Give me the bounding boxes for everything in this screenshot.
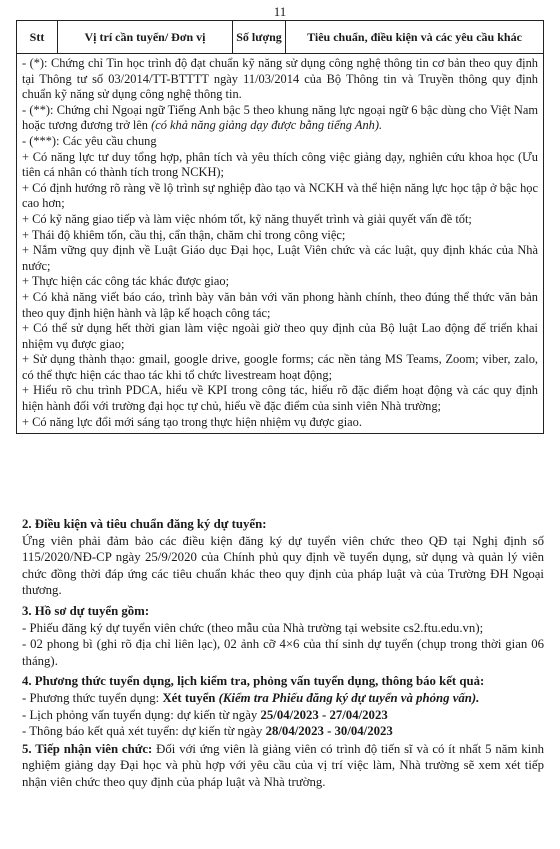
form-text: - Phiếu đăng ký dự tuyển viên chức (theo mẫu của Nhà trường tại website — [22, 620, 404, 635]
requirement-item: + Có định hướng rõ ràng về lộ trình sự nghiệp đào tạo và NCKH và thể hiện năng lực học tập ở bậc học cao hơn; — [22, 180, 538, 211]
section-4-method — [22, 690, 544, 707]
note-it-certificate: - (*): Chứng chỉ Tin học trình độ đạt chuẩn kỹ năng sử dụng công nghệ thông tin cơ bản theo quy định tại Thông tư số 03/2014/TT-BTTTT ngày 11/03/2014 của Bộ Thông tin và Truyền thông quy định chuẩn kỹ năng sử dụng công nghệ thông tin. — [22, 56, 538, 102]
result-label: - Thông báo kết quả xét tuyển: dự kiến từ ngày — [22, 724, 266, 739]
requirement-item: + Có thể sử dụng hết thời gian làm việc ngoài giờ theo quy định của Bộ luật Lao động để triển khai nhiệm vụ được giao; — [22, 321, 538, 351]
requirement-item: + Có kỹ năng giao tiếp và làm việc nhóm tốt, kỹ năng thuyết trình và giải quyết vấn đề tốt; — [22, 211, 472, 226]
section-2-heading: 2. Điều kiện và tiêu chuẩn đăng ký dự tuyển: — [22, 517, 267, 531]
website-link[interactable]: cs2.ftu.edu.vn — [403, 620, 476, 635]
requirement-item: + Sử dụng thành thạo: gmail, google drive, google forms; các nền tảng MS Teams, Zoom; viber, zalo, có thể thực hiện các thao tác khi tổ chức livestream hoạt động; — [22, 352, 538, 382]
requirement-item: + Có khả năng viết báo cáo, trình bày văn bản với văn phong hành chính, theo đúng thể thức văn bản theo quy định hiện hành và lập kế hoạch công tác; — [22, 289, 538, 320]
section-4-interview — [22, 707, 544, 724]
requirement-item: + Hiểu rõ chu trình PDCA, hiểu về KPI trong công tác, hiểu rõ đặc điểm hoạt động và các quy định hiện hành đối với trường đại học tự chủ, hiểu về đặc điểm của sinh viên Nhà trường; — [22, 383, 538, 414]
note-english-italic: (có khả năng giảng dạy được bằng tiếng Anh). — [151, 118, 383, 133]
note-english-certificate — [22, 103, 538, 134]
note-general-requirements: - (***): Các yêu cầu chung — [22, 133, 157, 148]
header-quantity: Số lượng — [233, 21, 286, 54]
requirement-item: + Thực hiện các công tác khác được giao; — [22, 274, 230, 289]
interview-label: - Lịch phỏng vấn tuyển dụng: dự kiến từ ngày — [22, 707, 261, 722]
section-2-body: Ứng viên phải đảm bảo các điều kiện đăng ký dự tuyển viên chức theo QĐ tại Nghị định số 115/2020/NĐ-CP ngày 25/9/2020 của Chính phủ quy định về tuyển dụng, sử dụng và quản lý viên chức đồng thời đáp ứng các tiêu chuẩn khác theo quy định của pháp luật và của Trường ĐH Ngoại thương. — [22, 533, 544, 598]
requirement-item: + Có năng lực đổi mới sáng tạo trong thực hiện nhiệm vụ được giao. — [22, 414, 362, 429]
interview-dates: 25/04/2023 - 27/04/2023 — [260, 707, 388, 722]
section-3-heading: 3. Hồ sơ dự tuyển gồm: — [22, 603, 150, 618]
section-5-heading: 5. Tiếp nhận viên chức: — [22, 741, 153, 756]
requirement-item: + Nắm vững quy định về Luật Giáo dục Đại học, Luật Viên chức và các luật, quy định khác của Nhà nước; — [22, 243, 538, 273]
section-5 — [22, 741, 544, 791]
section-4-heading: 4. Phương thức tuyển dụng, lịch kiểm tra, phỏng vấn tuyển dụng, thông báo kết quả: — [22, 674, 485, 689]
method-note: (Kiểm tra Phiếu đăng ký dự tuyển và phỏng vấn). — [215, 690, 480, 705]
notes-cell — [17, 54, 544, 434]
section-5-body: Đối với ứng viên là giảng viên có trình độ tiến sĩ và có ít nhất 5 năm kinh nghiệm giảng dạy Đại học và phù hợp với yêu cầu của vị trí việc làm, Nhà trường sẽ xem xét tiếp nhận viên chức theo quy định của pháp luật và Nhà trường. — [22, 741, 544, 789]
section-3-item-envelopes: - 02 phong bì (ghi rõ địa chỉ liên lạc), 02 ảnh cỡ 4×6 của thí sinh dự tuyển (chụp trong thời gian 06 tháng). — [22, 637, 544, 668]
form-text-end: ); — [475, 620, 484, 635]
table-notes-row — [17, 54, 544, 434]
method-value: Xét tuyển — [162, 690, 216, 705]
document-body — [22, 512, 544, 791]
method-label: - Phương thức tuyển dụng: — [22, 690, 163, 705]
recruitment-table — [16, 20, 544, 434]
header-stt: Stt — [17, 21, 58, 54]
table-header-row — [17, 21, 544, 54]
page-number: 11 — [273, 4, 287, 19]
header-criteria: Tiêu chuẩn, điều kiện và các yêu cầu khác — [286, 21, 544, 54]
requirement-item: + Thái độ khiêm tốn, cầu thị, cẩn thận, chăm chỉ trong công việc; — [22, 227, 346, 242]
section-3-item-form — [22, 620, 544, 637]
section-4-result — [22, 723, 544, 740]
requirement-item: + Có năng lực tư duy tổng hợp, phân tích và yêu thích công việc giảng dạy, nghiên cứu khoa học (Ưu tiên cá nhân có thành tích trong NCKH); — [22, 149, 538, 180]
header-position: Vị trí cần tuyển/ Đơn vị — [58, 21, 233, 54]
note-english-text: - (**): Chứng chỉ Ngoại ngữ Tiếng Anh bậc 5 theo khung năng lực ngoại ngữ 6 bậc dùng cho Việt Nam hoặc tương đương trở lên — [22, 102, 538, 133]
result-dates: 28/04/2023 - 30/04/2023 — [265, 724, 393, 739]
